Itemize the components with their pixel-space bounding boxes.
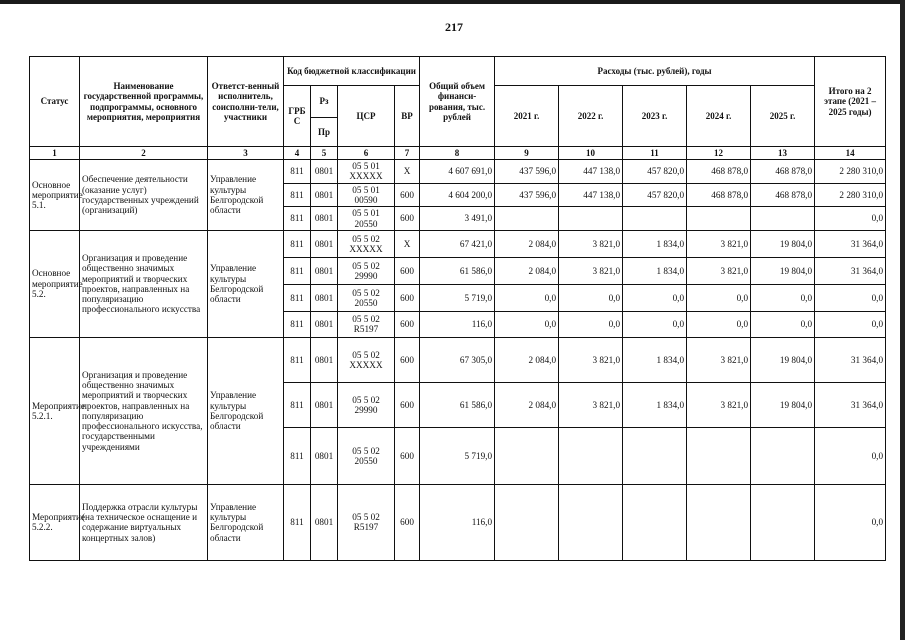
col-index: 14: [815, 147, 886, 160]
year-2024-cell: [687, 207, 751, 231]
rz-cell: 0801: [311, 427, 338, 484]
activity-name-cell: Обеспечение деятельности (оказание услуг) государственных учреждений (организаций): [80, 160, 208, 231]
header-pr: Пр: [311, 118, 338, 147]
itog-cell: 31 364,0: [815, 257, 886, 284]
year-2021-cell: [495, 427, 559, 484]
header-grbs: ГРБ С: [284, 86, 311, 147]
status-cell: Мероприятие 5.2.2.: [30, 484, 80, 560]
year-2025-cell: 19 804,0: [751, 257, 815, 284]
table-row: [30, 337, 886, 382]
table-row: [30, 484, 886, 560]
year-2021-cell: 0,0: [495, 311, 559, 337]
year-2023-cell: 1 834,0: [623, 337, 687, 382]
vr-cell: X: [395, 230, 420, 257]
rz-cell: 0801: [311, 160, 338, 184]
vr-cell: 600: [395, 207, 420, 231]
activity-name-cell: Поддержка отрасли культуры (на техническое оснащение и содержание виртуальных концертных залов): [80, 484, 208, 560]
csr-cell: 05 5 01 20550: [338, 207, 395, 231]
vr-cell: 600: [395, 311, 420, 337]
rz-cell: 0801: [311, 207, 338, 231]
year-2025-cell: [751, 427, 815, 484]
header-total: Общий объем финанси-рования, тыс. рублей: [420, 57, 495, 147]
year-2025-cell: 468 878,0: [751, 160, 815, 184]
csr-cell: 05 5 02 20550: [338, 284, 395, 311]
responsible-cell: Управление культуры Белгородской области: [208, 230, 284, 337]
year-2022-cell: [559, 484, 623, 560]
year-2025-cell: [751, 207, 815, 231]
grbs-cell: 811: [284, 382, 311, 427]
vr-cell: X: [395, 160, 420, 184]
vr-cell: 600: [395, 382, 420, 427]
itog-cell: 31 364,0: [815, 337, 886, 382]
year-2022-cell: 447 138,0: [559, 160, 623, 184]
vr-cell: 600: [395, 484, 420, 560]
total-cell: 116,0: [420, 484, 495, 560]
year-2021-cell: [495, 484, 559, 560]
col-index: 9: [495, 147, 559, 160]
status-cell: Основное мероприятие 5.2.: [30, 230, 80, 337]
rz-cell: 0801: [311, 284, 338, 311]
itog-cell: 0,0: [815, 207, 886, 231]
scan-edge-top: [0, 0, 905, 4]
year-2023-cell: [623, 427, 687, 484]
page-number: 217: [445, 20, 463, 34]
csr-cell: 05 5 01 00590: [338, 183, 395, 207]
year-2023-cell: [623, 484, 687, 560]
col-index: 4: [284, 147, 311, 160]
year-2023-cell: 457 820,0: [623, 160, 687, 184]
col-index: 8: [420, 147, 495, 160]
header-csr: ЦСР: [338, 86, 395, 147]
year-2025-cell: 19 804,0: [751, 382, 815, 427]
csr-cell: 05 5 02 29990: [338, 257, 395, 284]
year-2021-cell: 437 596,0: [495, 160, 559, 184]
header-year-2024: 2024 г.: [687, 86, 751, 147]
col-index: 7: [395, 147, 420, 160]
year-2025-cell: 0,0: [751, 284, 815, 311]
col-index: 3: [208, 147, 284, 160]
year-2023-cell: 457 820,0: [623, 183, 687, 207]
year-2022-cell: [559, 207, 623, 231]
col-index: 1: [30, 147, 80, 160]
csr-cell: 05 5 02 XXXXX: [338, 337, 395, 382]
year-2022-cell: 3 821,0: [559, 382, 623, 427]
itog-cell: 31 364,0: [815, 230, 886, 257]
total-cell: 4 607 691,0: [420, 160, 495, 184]
total-cell: 5 719,0: [420, 427, 495, 484]
total-cell: 116,0: [420, 311, 495, 337]
responsible-cell: Управление культуры Белгородской области: [208, 160, 284, 231]
itog-cell: 2 280 310,0: [815, 183, 886, 207]
year-2022-cell: 447 138,0: [559, 183, 623, 207]
year-2021-cell: 2 084,0: [495, 382, 559, 427]
total-cell: 67 421,0: [420, 230, 495, 257]
year-2023-cell: [623, 207, 687, 231]
col-index: 13: [751, 147, 815, 160]
col-index: 12: [687, 147, 751, 160]
year-2023-cell: 0,0: [623, 284, 687, 311]
csr-cell: 05 5 02 20550: [338, 427, 395, 484]
scan-edge-right: [900, 0, 905, 640]
header-kbk: Код бюджетной классификации: [284, 57, 420, 86]
status-cell: Мероприятие 5.2.1.: [30, 337, 80, 484]
vr-cell: 600: [395, 183, 420, 207]
total-cell: 67 305,0: [420, 337, 495, 382]
col-index: 6: [338, 147, 395, 160]
year-2021-cell: 2 084,0: [495, 337, 559, 382]
header-rz: Рз: [311, 86, 338, 118]
rz-cell: 0801: [311, 484, 338, 560]
grbs-cell: 811: [284, 284, 311, 311]
table-row: [30, 230, 886, 257]
csr-cell: 05 5 02 R5197: [338, 484, 395, 560]
table-header: [30, 57, 886, 147]
rz-cell: 0801: [311, 337, 338, 382]
year-2025-cell: 0,0: [751, 311, 815, 337]
year-2023-cell: 1 834,0: [623, 382, 687, 427]
year-2024-cell: 0,0: [687, 311, 751, 337]
col-index: 5: [311, 147, 338, 160]
column-index-row: [30, 147, 886, 160]
total-cell: 61 586,0: [420, 257, 495, 284]
vr-cell: 600: [395, 427, 420, 484]
year-2022-cell: [559, 427, 623, 484]
rz-cell: 0801: [311, 183, 338, 207]
year-2024-cell: [687, 427, 751, 484]
itog-cell: 0,0: [815, 284, 886, 311]
total-cell: 3 491,0: [420, 207, 495, 231]
grbs-cell: 811: [284, 183, 311, 207]
header-responsible: Ответст-венный исполнитель, соисполни-тели, участники: [208, 57, 284, 147]
grbs-cell: 811: [284, 337, 311, 382]
col-index: 11: [623, 147, 687, 160]
year-2021-cell: 0,0: [495, 284, 559, 311]
year-2021-cell: 2 084,0: [495, 230, 559, 257]
vr-cell: 600: [395, 257, 420, 284]
responsible-cell: Управление культуры Белгородской области: [208, 337, 284, 484]
rz-cell: 0801: [311, 230, 338, 257]
total-cell: 61 586,0: [420, 382, 495, 427]
total-cell: 4 604 200,0: [420, 183, 495, 207]
table-body: [30, 147, 886, 561]
grbs-cell: 811: [284, 311, 311, 337]
grbs-cell: 811: [284, 160, 311, 184]
itog-cell: 0,0: [815, 427, 886, 484]
header-year-2025: 2025 г.: [751, 86, 815, 147]
year-2025-cell: [751, 484, 815, 560]
year-2021-cell: 2 084,0: [495, 257, 559, 284]
grbs-cell: 811: [284, 257, 311, 284]
year-2022-cell: 3 821,0: [559, 337, 623, 382]
grbs-cell: 811: [284, 427, 311, 484]
header-itog: Итого на 2 этапе (2021 – 2025 годы): [815, 57, 886, 147]
csr-cell: 05 5 02 R5197: [338, 311, 395, 337]
year-2024-cell: 468 878,0: [687, 183, 751, 207]
grbs-cell: 811: [284, 207, 311, 231]
itog-cell: 2 280 310,0: [815, 160, 886, 184]
header-year-2021: 2021 г.: [495, 86, 559, 147]
header-expenses: Расходы (тыс. рублей), годы: [495, 57, 815, 86]
vr-cell: 600: [395, 284, 420, 311]
year-2025-cell: 19 804,0: [751, 230, 815, 257]
col-index: 2: [80, 147, 208, 160]
year-2022-cell: 0,0: [559, 284, 623, 311]
header-year-2023: 2023 г.: [623, 86, 687, 147]
rz-cell: 0801: [311, 382, 338, 427]
itog-cell: 0,0: [815, 311, 886, 337]
year-2022-cell: 3 821,0: [559, 257, 623, 284]
responsible-cell: Управление культуры Белгородской области: [208, 484, 284, 560]
header-vr: ВР: [395, 86, 420, 147]
year-2024-cell: 468 878,0: [687, 160, 751, 184]
itog-cell: 0,0: [815, 484, 886, 560]
header-status: Статус: [30, 57, 80, 147]
rz-cell: 0801: [311, 311, 338, 337]
year-2021-cell: 437 596,0: [495, 183, 559, 207]
itog-cell: 31 364,0: [815, 382, 886, 427]
year-2024-cell: [687, 484, 751, 560]
table-row: [30, 160, 886, 184]
year-2024-cell: 0,0: [687, 284, 751, 311]
activity-name-cell: Организация и проведение общественно значимых мероприятий и творческих проектов, направленных на популяризацию профессионального искусства, государственными учреждениями: [80, 337, 208, 484]
col-index: 10: [559, 147, 623, 160]
year-2023-cell: 1 834,0: [623, 230, 687, 257]
year-2023-cell: 0,0: [623, 311, 687, 337]
header-name: Наименование государственной программы, подпрограммы, основного мероприятия, мероприятия: [80, 57, 208, 147]
year-2024-cell: 3 821,0: [687, 257, 751, 284]
year-2024-cell: 3 821,0: [687, 337, 751, 382]
csr-cell: 05 5 02 XXXXX: [338, 230, 395, 257]
year-2024-cell: 3 821,0: [687, 230, 751, 257]
activity-name-cell: Организация и проведение общественно значимых мероприятий и творческих проектов, направленных на популяризацию профессионального искусства: [80, 230, 208, 337]
header-year-2022: 2022 г.: [559, 86, 623, 147]
csr-cell: 05 5 01 XXXXX: [338, 160, 395, 184]
budget-table: [29, 56, 886, 561]
grbs-cell: 811: [284, 230, 311, 257]
year-2021-cell: [495, 207, 559, 231]
total-cell: 5 719,0: [420, 284, 495, 311]
grbs-cell: 811: [284, 484, 311, 560]
csr-cell: 05 5 02 29990: [338, 382, 395, 427]
year-2022-cell: 0,0: [559, 311, 623, 337]
year-2023-cell: 1 834,0: [623, 257, 687, 284]
year-2025-cell: 19 804,0: [751, 337, 815, 382]
year-2024-cell: 3 821,0: [687, 382, 751, 427]
vr-cell: 600: [395, 337, 420, 382]
year-2025-cell: 468 878,0: [751, 183, 815, 207]
rz-cell: 0801: [311, 257, 338, 284]
year-2022-cell: 3 821,0: [559, 230, 623, 257]
status-cell: Основное мероприятие 5.1.: [30, 160, 80, 231]
